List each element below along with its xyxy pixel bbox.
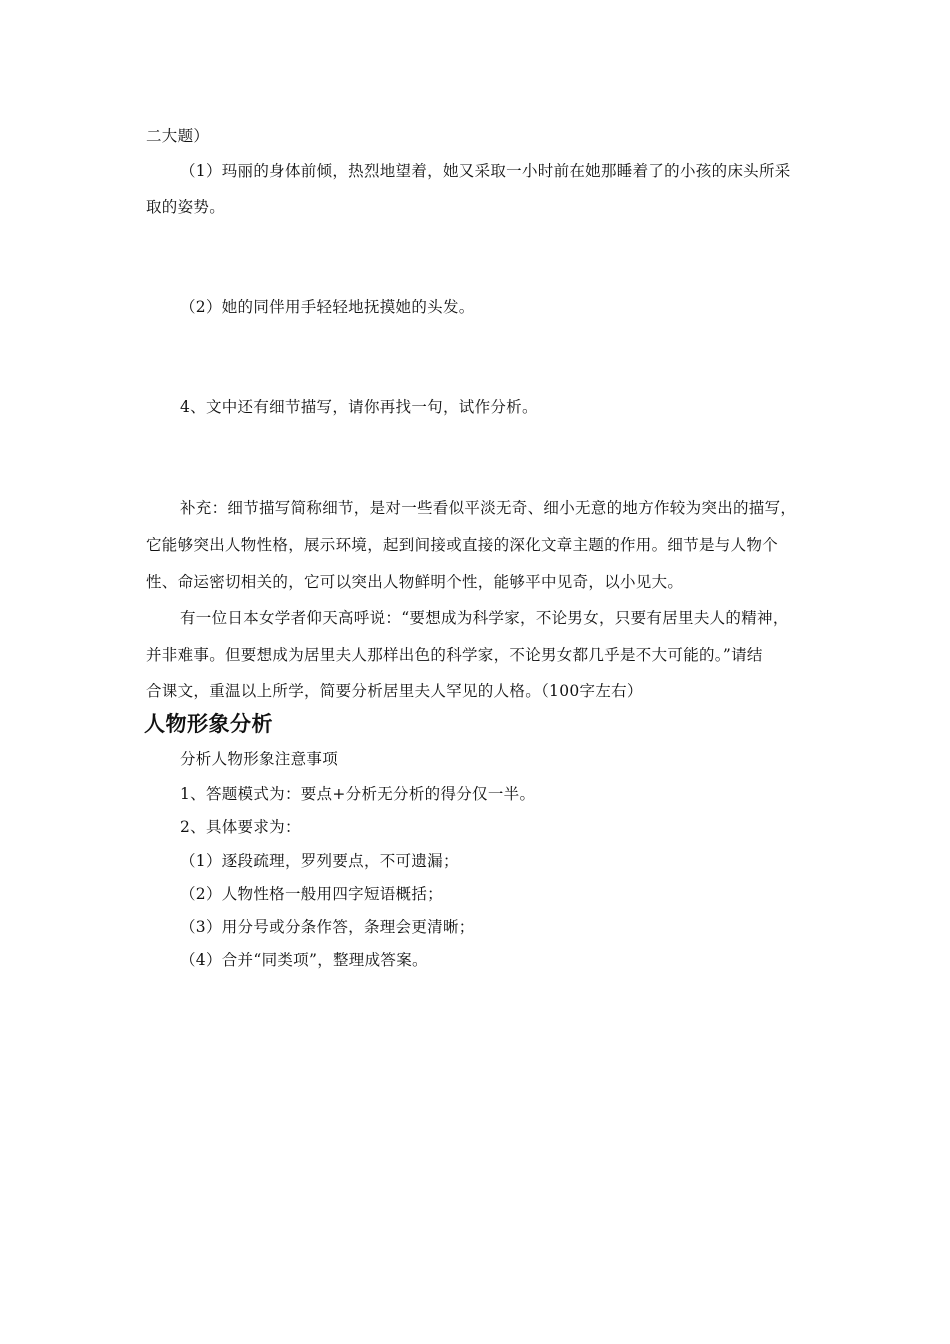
q3-item2: （2）她的同伴用手轻轻地抚摸她的头发。 [180,298,475,316]
question-4: 4、文中还有细节描写，请你再找一句，试作分析。 [180,398,538,416]
supplement-line: 它能够突出人物性格，展示环境，起到间接或直接的深化文章主题的作用。细节是与人物个 [146,536,779,554]
note-item: 2、具体要求为： [180,818,301,836]
note-item: （3）用分号或分条作答，条理会更清晰； [180,918,475,936]
supplement-line: 补充：细节描写简称细节，是对一些看似平淡无奇、细小无意的地方作较为突出的描写， [180,499,797,517]
note-item: 1、答题模式为：要点+分析无分析的得分仅一半。 [180,785,536,803]
note-item: （1）逐段疏理，罗列要点，不可遗漏； [180,852,459,870]
previous-question-tail: 二大题） [146,127,210,145]
notes-title: 分析人物形象注意事项 [180,750,339,768]
supplement-line: 性、命运密切相关的，它可以突出人物鲜明个性，能够平中见奇，以小见大。 [146,573,684,591]
quote-question-line: 合课文，重温以上所学，简要分析居里夫人罕见的人格。（100字左右） [146,682,643,700]
section-heading: 人物形象分析 [144,712,273,736]
q3-item1-line1: （1）玛丽的身体前倾，热烈地望着，她又采取一小时前在她那睡着了的小孩的床头所采 [180,162,791,180]
quote-question-line: 有一位日本女学者仰天高呼说：“要想成为科学家，不论男女，只要有居里夫人的精神， [180,609,789,627]
note-item: （4）合并“同类项”，整理成答案。 [180,951,428,969]
note-item: （2）人物性格一般用四字短语概括； [180,885,443,903]
quote-question-line: 并非难事。但要想成为居里夫人那样出色的科学家，不论男女都几乎是不大可能的。”请结 [146,646,763,664]
q3-item1-line2: 取的姿势。 [146,198,226,216]
